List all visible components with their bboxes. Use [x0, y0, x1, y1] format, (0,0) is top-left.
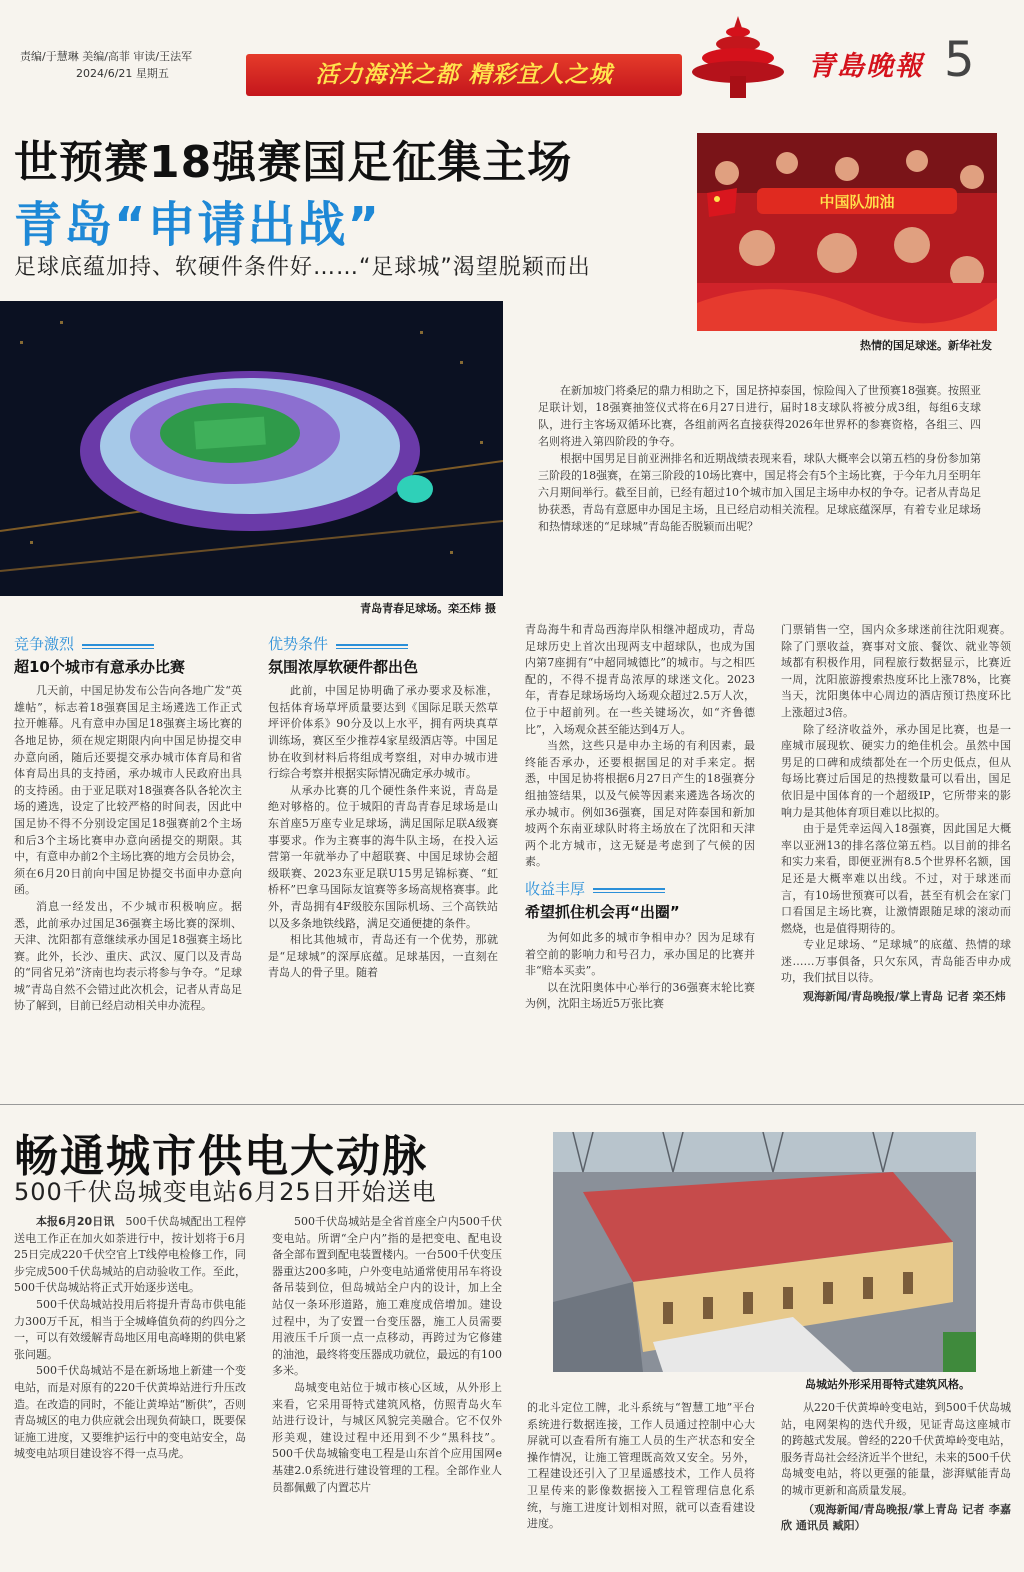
body-paragraph: 除了经济收益外，承办国足比赛，也是一座城市展现软、硬实力的绝佳机会。虽然中国男足的口碑和成绩都处在一个历史低点，但从每场比赛过后国足的热搜数量可以看出，国足依旧是中国体育的一个超级IP，它所带来的影响力是其他体育项目难以比拟的。	[781, 722, 1011, 819]
body-paragraph: 500千伏岛城站不是在新场地上新建一个变电站，而是对原有的220千伏黄埠站进行升压改造。在改造的同时，不能让黄埠站“断供”，否则青岛城区的电力供应就会出现负荷缺口，既要保证施工进度，又要维护运行中的变电站安全，岛城变电站项目建设容不得一点马虎。	[14, 1364, 246, 1461]
body-paragraph: 从220千伏黄埠岭变电站，到500千伏岛城站，电网架构的迭代升级，见证青岛这座城市的跨越式发展。曾经的220千伏黄埠岭变电站，服务青岛社会经济近半个世纪，未来的500千伏岛城变电站，将以更强的能量，澎湃赋能青岛的城市更新和高质量发展。	[781, 1401, 1011, 1497]
newspaper-masthead: 青島晚報	[808, 51, 924, 82]
power-column-4	[781, 1400, 1011, 1535]
intro-paragraph: 在新加坡门将桑尼的鼎力相助之下，国足挤掉泰国，惊险闯入了世预赛18强赛。按照亚足联计划，18强赛抽签仪式将在6月27日进行，届时18支球队将被分成3组，每组6支球队，进行主客场双循环比赛，各组前两名直接获得2026年世界杯的参赛资格，各组三、四名则将进入第四阶段的争夺。	[538, 384, 981, 448]
power-column-1	[14, 1214, 246, 1463]
body-paragraph: 从承办比赛的几个硬性条件来说，青岛是绝对够格的。位于城阳的青岛青春足球场是山东首座5万座专业足球场，满足国际足联A级赛事要求。作为主赛事的海牛队主场，在投入运营第一年就举办了中超联赛、中国足球协会超级联赛、2023东亚足联U15男足锦标赛、“虹桥杯”巴拿马国际友谊赛等多场高规格赛事。此外，青岛拥有4F级胶东国际机场、三个高铁站以及多条地铁线路，满足交通便捷的条件。	[268, 783, 498, 930]
body-paragraph: 的北斗定位工牌，北斗系统与“智慧工地”平台系统进行数据连接，工作人员通过控制中心大屏就可以查看所有施工人员的生产状态和安全操作情况，让施工管理既高效又安全。另外，工程建设还引入了卫星遥感技术，工作人员将卫星传来的影像数据接入工程管理信息化系统，与施工进度计划相对照，就可以查看建设进度。	[527, 1401, 755, 1531]
stadium-photo-caption: 青岛青春足球场。栾丕炜 摄	[360, 602, 496, 615]
power-subheadline: 500千伏岛城变电站6月25日开始送电	[14, 1178, 437, 1206]
issue-date: 2024/6/21 星期五	[76, 67, 169, 80]
section-title: 氛围浓厚软硬件都出色	[268, 657, 419, 676]
section-kicker: 收益丰厚	[525, 879, 586, 898]
lead-intro	[538, 382, 981, 535]
body-paragraph: 消息一经发出，不少城市积极响应。据悉，此前承办过国足36强赛主场比赛的深圳、天津、沈阳都有意继续承办国足18强赛主场比赛。此外，长沙、重庆、武汉、厦门以及青岛的“同省兄弟”济南也均表示将参与争夺。“足球城”青岛自然不会错过此次机会，记者从青岛足协了解到，目前已经启动相关申办流程。	[14, 899, 242, 1013]
stadium-photo	[0, 301, 503, 596]
article-signature: 观海新闻/青岛晚报/掌上青岛 记者 栾丕炜	[803, 990, 1006, 1004]
power-headline: 畅通城市供电大动脉	[14, 1131, 428, 1182]
section-header	[14, 636, 242, 675]
section-kicker: 竞争激烈	[14, 635, 75, 653]
body-paragraph: 门票销售一空，国内众多球迷前往沈阳观赛。除了门票收益，赛事对文旅、餐饮、就业等领域都有积极作用，同程旅行数据显示，比赛近一周，沈阳旅游搜索热度环比上涨78%，比赛当天，沈阳奥体中心周边的酒店预订热度环比上涨超过3倍。	[781, 623, 1011, 719]
fans-photo	[697, 133, 997, 331]
headline: 世预赛18强赛国足征集主场	[14, 137, 573, 188]
substation-photo	[553, 1132, 976, 1372]
power-column-3	[527, 1400, 755, 1533]
column-2	[268, 636, 498, 982]
body-paragraph: 为何如此多的城市争相申办？因为足球有着空前的影响力和号召力，承办国足的比赛并非“赔本买卖”。	[525, 931, 755, 978]
section-title: 希望抓住机会再“出圈”	[525, 902, 680, 921]
body-paragraph: 相比其他城市，青岛还有一个优势，那就是“足球城”的深厚底蕴。足球基因，一直刻在青岛人的骨子里。随着	[268, 933, 498, 980]
substation-photo-caption: 岛城站外形采用哥特式建筑风格。	[805, 1378, 970, 1391]
section-kicker: 优势条件	[268, 635, 329, 653]
section-title: 超10个城市有意承办比赛	[14, 657, 185, 676]
tower-logo-icon	[690, 14, 786, 98]
slogan-banner: 活力海洋之都 精彩宜人之城	[246, 54, 682, 96]
power-signature: （观海新闻/青岛晚报/掌上青岛 记者 李嘉欣 通讯员 臧阳）	[781, 1502, 1011, 1533]
power-column-2	[272, 1214, 502, 1496]
subheadline: 足球底蕴加持、软硬件条件好……“足球城”渴望脱颖而出	[14, 255, 591, 280]
headline-secondary: 青岛“申请出战”	[14, 197, 382, 253]
fans-photo-caption: 热情的国足球迷。新华社发	[860, 339, 992, 352]
dateline: 本报6月20日讯	[36, 1215, 115, 1228]
column-1	[14, 636, 242, 1015]
column-4	[781, 622, 1011, 1006]
body-paragraph: 几天前，中国足协发布公告向各地广发“英雄帖”，标志着18强赛国足主场遴选工作正式拉开帷幕。凡有意申办国足18强赛主场比赛的各地足协，须在规定期限内向中国足协提交申办意向函，随后还要提交承办城市体育局和省体育局出具的支持函，承办城市人民政府出具的支持函。由于亚足联对18强赛各队各轮次主场的遴选，设定了比较严格的时间表，因此中国足协不得不分别设定国足18强赛前2个主场和后3个主场比赛申办意向函提交的期限。其中，有意申办前2个主场比赛的地方会员协会，须在6月20日前向中国足协提交书面申办意向函。	[14, 684, 242, 897]
intro-paragraph: 根据中国男足目前亚洲排名和近期战绩表现来看，球队大概率会以第五档的身份参加第三阶段的18强赛，在第三阶段的10场比赛中，国足将会有5个主场比赛，于今年九月至明年六月期间举行。截至目前，已经有超过10个城市加入国足主场申办权的争夺。记者从青岛足协获悉，青岛有意愿申办国足主场，且已经启动相关流程。足球底蕴深厚，有着专业足球场和热情球迷的“足球城”青岛能否脱颖而出呢？	[538, 452, 981, 533]
dateline-text: 500千伏岛城配出工程停送电工作正在加火如荼进行中，按计划将于6月25日完成220千伏空官上T线停电检修工作，同步完成500千伏岛城站的启动验收工作。至此，500千伏岛城站将正式开始逐步送电。	[14, 1215, 246, 1295]
body-paragraph: 由于是凭幸运闯入18强赛，因此国足大概率以亚洲13的排名落位第五档。以目前的排名和实力来看，即便亚洲有8.5个世界杯名额，国足还是大概率难以出线。不过，对于球迷而言，有10场世预赛可以看，甚至有机会在家门口看国足主场比赛，让激情跟随足球的滚动而燃烧，也是值得期待的。	[781, 822, 1011, 935]
section-header	[525, 881, 755, 920]
body-paragraph: 此前，中国足协明确了承办要求及标准，包括体育场草坪质量要达到《国际足联天然草坪评价体系》90分及以上水平，拥有两块真草训练场，赛区至少推荐4家星级酒店等。中国足协在收到材料后将组成考察组，对申办城市进行综合考察并根据实际情况确定承办城市。	[268, 684, 498, 781]
section-header	[268, 636, 498, 675]
body-paragraph: 500千伏岛城站是全省首座全户内500千伏变电站。所谓“全户内”指的是把变电、配电设备全部布置到配电装置楼内。一台500千伏变压器重达200多吨，户外变电站通常使用吊车将设备吊装到位，但岛城站全户内的设计，加上全站仅一条环形道路，施工难度成倍增加。建设过程中，为了安置一台变压器，施工人员需要用液压千斤顶一点一点移动，再跨过为它修建的油池，最终将变压器成功就位，最远的有100多米。	[272, 1215, 502, 1378]
body-paragraph: 青岛海牛和青岛西海岸队相继冲超成功，青岛足球历史上首次出现两支中超球队，也成为国内第7座拥有“中超同城德比”的城市。与之相匹配的，不得不提青岛浓厚的球迷文化。2023年，青春足球场场均入场观众超过2.5万人次，位于中超前列。在一些关键场次，如“齐鲁德比”，入场观众甚至能达到4万人。	[525, 623, 755, 736]
body-paragraph	[14, 1214, 246, 1297]
column-3	[525, 622, 755, 1013]
section-divider	[0, 1104, 1024, 1105]
fans-banner-text: 中国队加油	[819, 193, 895, 211]
editor-names: 责编/于慧琳 美编/高菲 审读/王法军	[20, 50, 193, 63]
body-paragraph: 500千伏岛城站投用后将提升青岛市供电能力300万千瓦，相当于全城峰值负荷的约四分之一，可以有效缓解青岛地区用电高峰期的供电紧张问题。	[14, 1297, 246, 1361]
body-paragraph: 专业足球场、“足球城”的底蕴、热情的球迷……万事俱备，只欠东风，青岛能否申办成功，我们拭目以待。	[781, 938, 1011, 985]
body-paragraph: 岛城变电站位于城市核心区域，从外形上来看，它采用哥特式建筑风格，仿照青岛火车站进行设计，与城区风貌完美融合。它不仅外形美观，建设过程中还用到不少“黑科技”。500千伏岛城输变电工程是山东首个应用国网e基建2.0系统进行建设管理的工程。全部作业人员都佩戴了内置芯片	[272, 1380, 502, 1494]
editor-credits	[20, 48, 192, 82]
page-number: 5	[944, 32, 975, 88]
body-paragraph: 当然，这些只是申办主场的有利因素，最终能否承办，还要根据国足的对手来定。据悉，中国足协将根据6月27日产生的18强赛分组抽签结果，以及气候等因素来遴选各场次的承办城市。例如36强赛，国足对阵泰国和新加坡两个东南亚球队时将主场放在了沈阳和天津两个北方城市，这无疑是考虑到了气候的因素。	[525, 739, 755, 869]
body-paragraph: 以在沈阳奥体中心举行的36强赛末轮比赛为例，沈阳主场近5万张比赛	[525, 980, 755, 1011]
